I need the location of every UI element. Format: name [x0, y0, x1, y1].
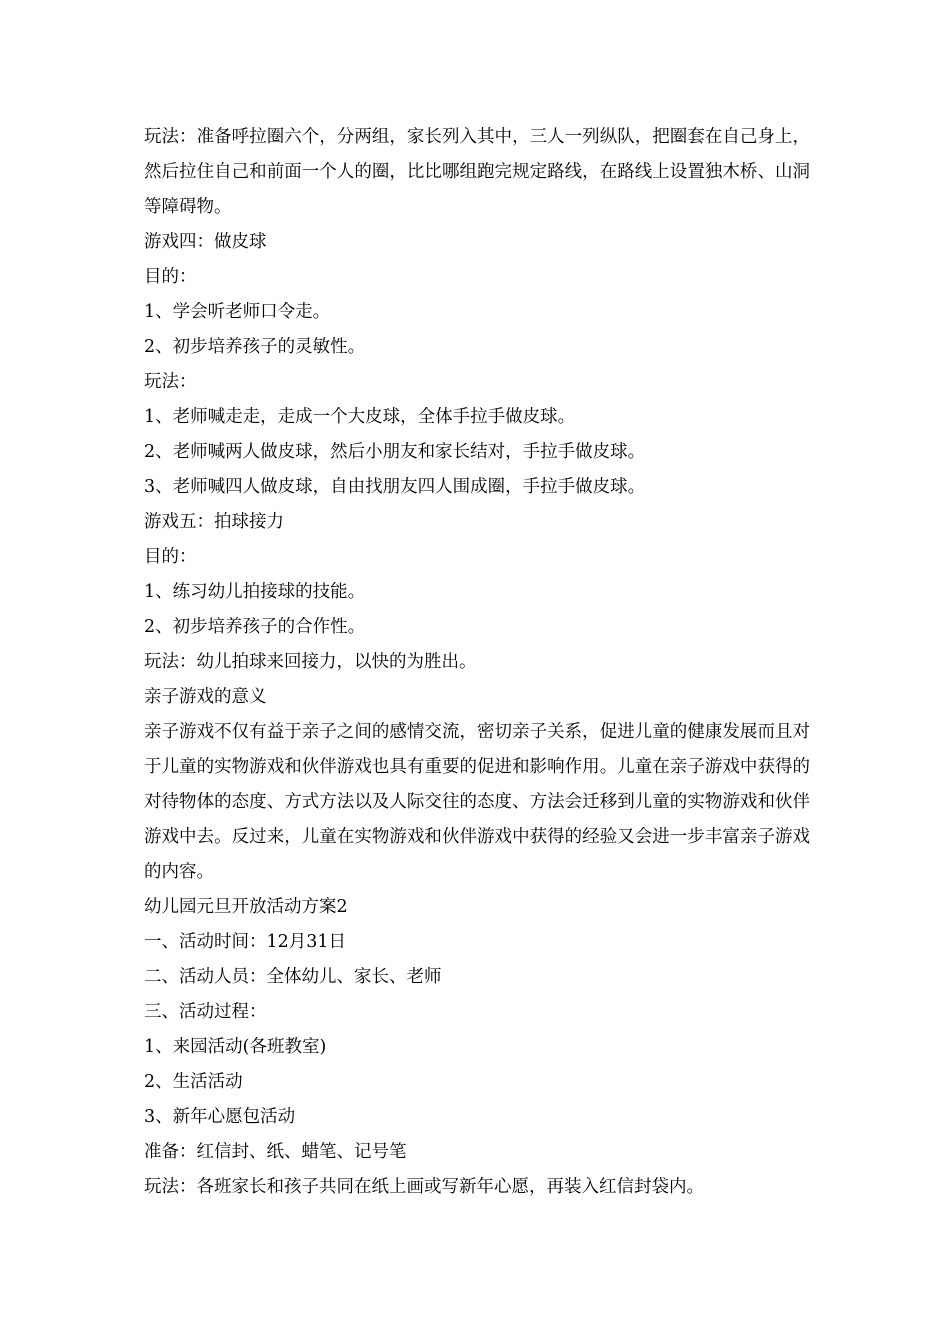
paragraph-game-three-rules: 玩法：准备呼拉圈六个，分两组，家长列入其中，三人一列纵队，把圈套在自己身上，然后拉住自己和前面一个人的圈，比比哪组跑完规定路线，在路线上设置独木桥、山洞等障碍物。 [144, 127, 810, 217]
document-page [144, 120, 810, 1205]
list-item: 3、新年心愿包活动 [144, 1107, 296, 1127]
list-item: 1、学会听老师口令走。 [144, 302, 331, 322]
heading-game-five: 游戏五：拍球接力 [144, 512, 284, 532]
list-item: 1、老师喊走走，走成一个大皮球，全体手拉手做皮球。 [144, 407, 576, 427]
heading-plan-2: 幼儿园元旦开放活动方案2 [144, 897, 348, 917]
heading-significance: 亲子游戏的意义 [144, 687, 267, 707]
paragraph-significance: 亲子游戏不仅有益于亲子之间的感情交流，密切亲子关系，促进儿童的健康发展而且对于儿童的实物游戏和伙伴游戏也具有重要的促进和影响作用。儿童在亲子游戏中获得的对待物体的态度、方式方法以及人际交往的态度、方法会迁移到儿童的实物游戏和伙伴游戏中去。反过来，儿童在实物游戏和伙伴游戏中获得的经验又会进一步丰富亲子游戏的内容。 [144, 722, 810, 882]
list-item: 2、生活活动 [144, 1072, 243, 1092]
label-rules: 玩法： [144, 372, 197, 392]
label-purpose: 目的： [144, 547, 197, 567]
list-item: 三、活动过程： [144, 1002, 267, 1022]
list-item: 1、来园活动(各班教室) [144, 1037, 327, 1057]
list-item: 1、练习幼儿拍接球的技能。 [144, 582, 366, 602]
list-item: 2、老师喊两人做皮球，然后小朋友和家长结对，手拉手做皮球。 [144, 442, 646, 462]
list-item: 2、初步培养孩子的灵敏性。 [144, 337, 366, 357]
list-item: 二、活动人员：全体幼儿、家长、老师 [144, 967, 442, 987]
label-purpose: 目的： [144, 267, 197, 287]
list-item: 一、活动时间：12月31日 [144, 932, 347, 952]
list-item: 2、初步培养孩子的合作性。 [144, 617, 366, 637]
list-item: 3、老师喊四人做皮球，自由找朋友四人围成圈，手拉手做皮球。 [144, 477, 646, 497]
paragraph-wish-rules: 玩法：各班家长和孩子共同在纸上画或写新年心愿，再装入红信封袋内。 [144, 1177, 704, 1197]
heading-game-four: 游戏四：做皮球 [144, 232, 267, 252]
paragraph-preparation: 准备：红信封、纸、蜡笔、记号笔 [144, 1142, 407, 1162]
paragraph-game-five-rules: 玩法：幼儿拍球来回接力，以快的为胜出。 [144, 652, 477, 672]
